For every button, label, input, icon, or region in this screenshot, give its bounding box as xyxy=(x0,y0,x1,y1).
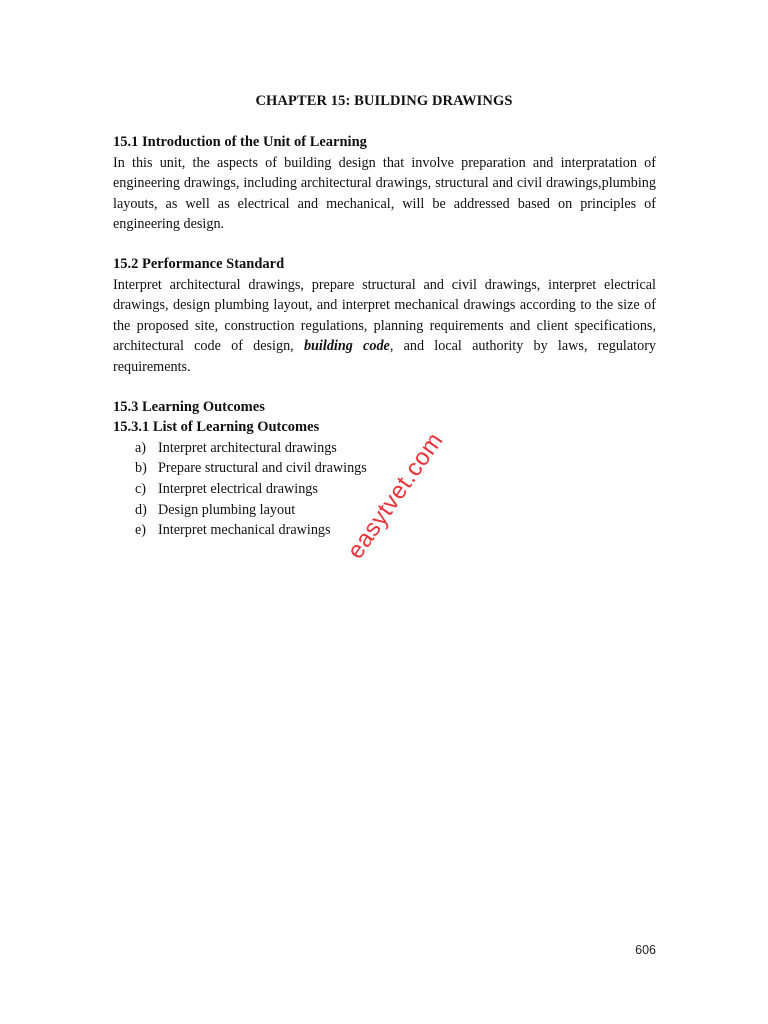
list-marker: d) xyxy=(135,501,147,518)
list-item-text: Interpret mechanical drawings xyxy=(158,522,331,539)
page-content xyxy=(113,132,656,541)
section-heading-outcomes: 15.3 Learning Outcomes xyxy=(113,398,265,415)
section-spacer xyxy=(113,378,656,397)
chapter-title: CHAPTER 15: BUILDING DRAWINGS xyxy=(255,93,513,109)
subsection-heading-outcomes-list: 15.3.1 List of Learning Outcomes xyxy=(113,419,320,436)
list-marker: a) xyxy=(135,439,147,456)
section-performance-standard xyxy=(113,254,656,378)
watermark: easytvet.com xyxy=(341,427,449,564)
section-spacer xyxy=(113,235,656,254)
performance-text-start: Interpret architectural drawings, prepare structural and civil drawings, interpret electrical drawings, design plumbing layout, and interpret mechanical drawings according to the size of the proposed site, construction regulations, planning requirements and client specifications, architectural code of design, xyxy=(113,276,656,355)
section-introduction xyxy=(113,132,656,235)
section-heading-introduction: 15.1 Introduction of the Unit of Learning xyxy=(113,134,367,150)
list-item xyxy=(135,438,656,459)
introduction-paragraph: In this unit, the aspects of building design that involve preparation and interpratation of engineering drawings, including architectural drawings, structural and civil drawings,plumbing layouts, as well as electrical and mechanical, will be addressed based on principles of engineering design. xyxy=(113,154,656,233)
list-marker: c) xyxy=(135,480,147,497)
list-marker: e) xyxy=(135,522,147,539)
list-marker: b) xyxy=(135,460,147,477)
performance-text-end: , and local authority by laws, regulatory requirements. xyxy=(113,338,657,375)
list-item-text: Interpret architectural drawings xyxy=(158,439,337,456)
page-number: 606 xyxy=(635,943,656,957)
section-heading-performance: 15.2 Performance Standard xyxy=(113,255,285,272)
list-item-text: Design plumbing layout xyxy=(158,501,296,518)
list-item-text: Interpret electrical drawings xyxy=(158,480,318,497)
list-item-text: Prepare structural and civil drawings xyxy=(158,460,367,477)
performance-paragraph xyxy=(113,275,656,378)
list-item xyxy=(135,520,656,541)
performance-emphasis-building-code: building code xyxy=(303,338,390,355)
